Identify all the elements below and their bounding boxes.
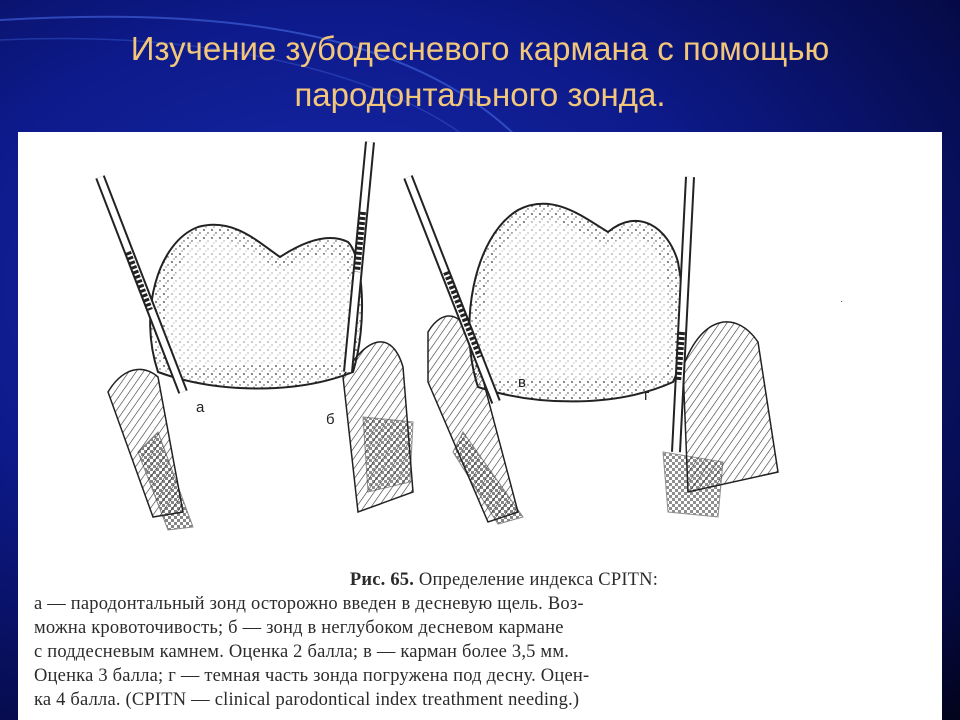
- dental-probe-illustration: [18, 132, 942, 552]
- slide-title-line-2: пародонтального зонда.: [294, 76, 666, 113]
- caption-line-5: ка 4 балла. (CPITN — clinical parodontical index treathment needing.): [34, 690, 580, 710]
- caption-line-4: Оценка 3 балла; г — темная часть зонда погружена под десну. Оцен-: [34, 666, 590, 686]
- caption-line-1: а — пародонтальный зонд осторожно введен в десневую щель. Воз-: [34, 594, 584, 614]
- stray-mark: ·: [840, 296, 844, 307]
- figure-caption: [34, 568, 914, 712]
- caption-line-3: с поддесневым камнем. Оценка 2 балла; в — карман более 3,5 мм.: [34, 642, 570, 662]
- caption-title: [34, 568, 914, 592]
- caption-line-2: можна кровоточивость; б — зонд в неглубоком десневом кармане: [34, 618, 564, 638]
- label-v: в: [518, 374, 526, 391]
- right-tooth-drawing: [408, 177, 778, 524]
- label-b: б: [326, 411, 335, 428]
- label-a: а: [196, 399, 205, 416]
- slide-title-line-1: Изучение зубодесневого кармана с помощью: [130, 30, 830, 67]
- caption-heading: Определение индекса CPITN:: [418, 570, 659, 590]
- caption-fig-ref: Рис. 65.: [349, 570, 415, 590]
- figure-panel: [18, 132, 942, 720]
- left-tooth-drawing: [100, 142, 413, 530]
- slide-title: [40, 26, 920, 118]
- label-g: г: [644, 387, 650, 404]
